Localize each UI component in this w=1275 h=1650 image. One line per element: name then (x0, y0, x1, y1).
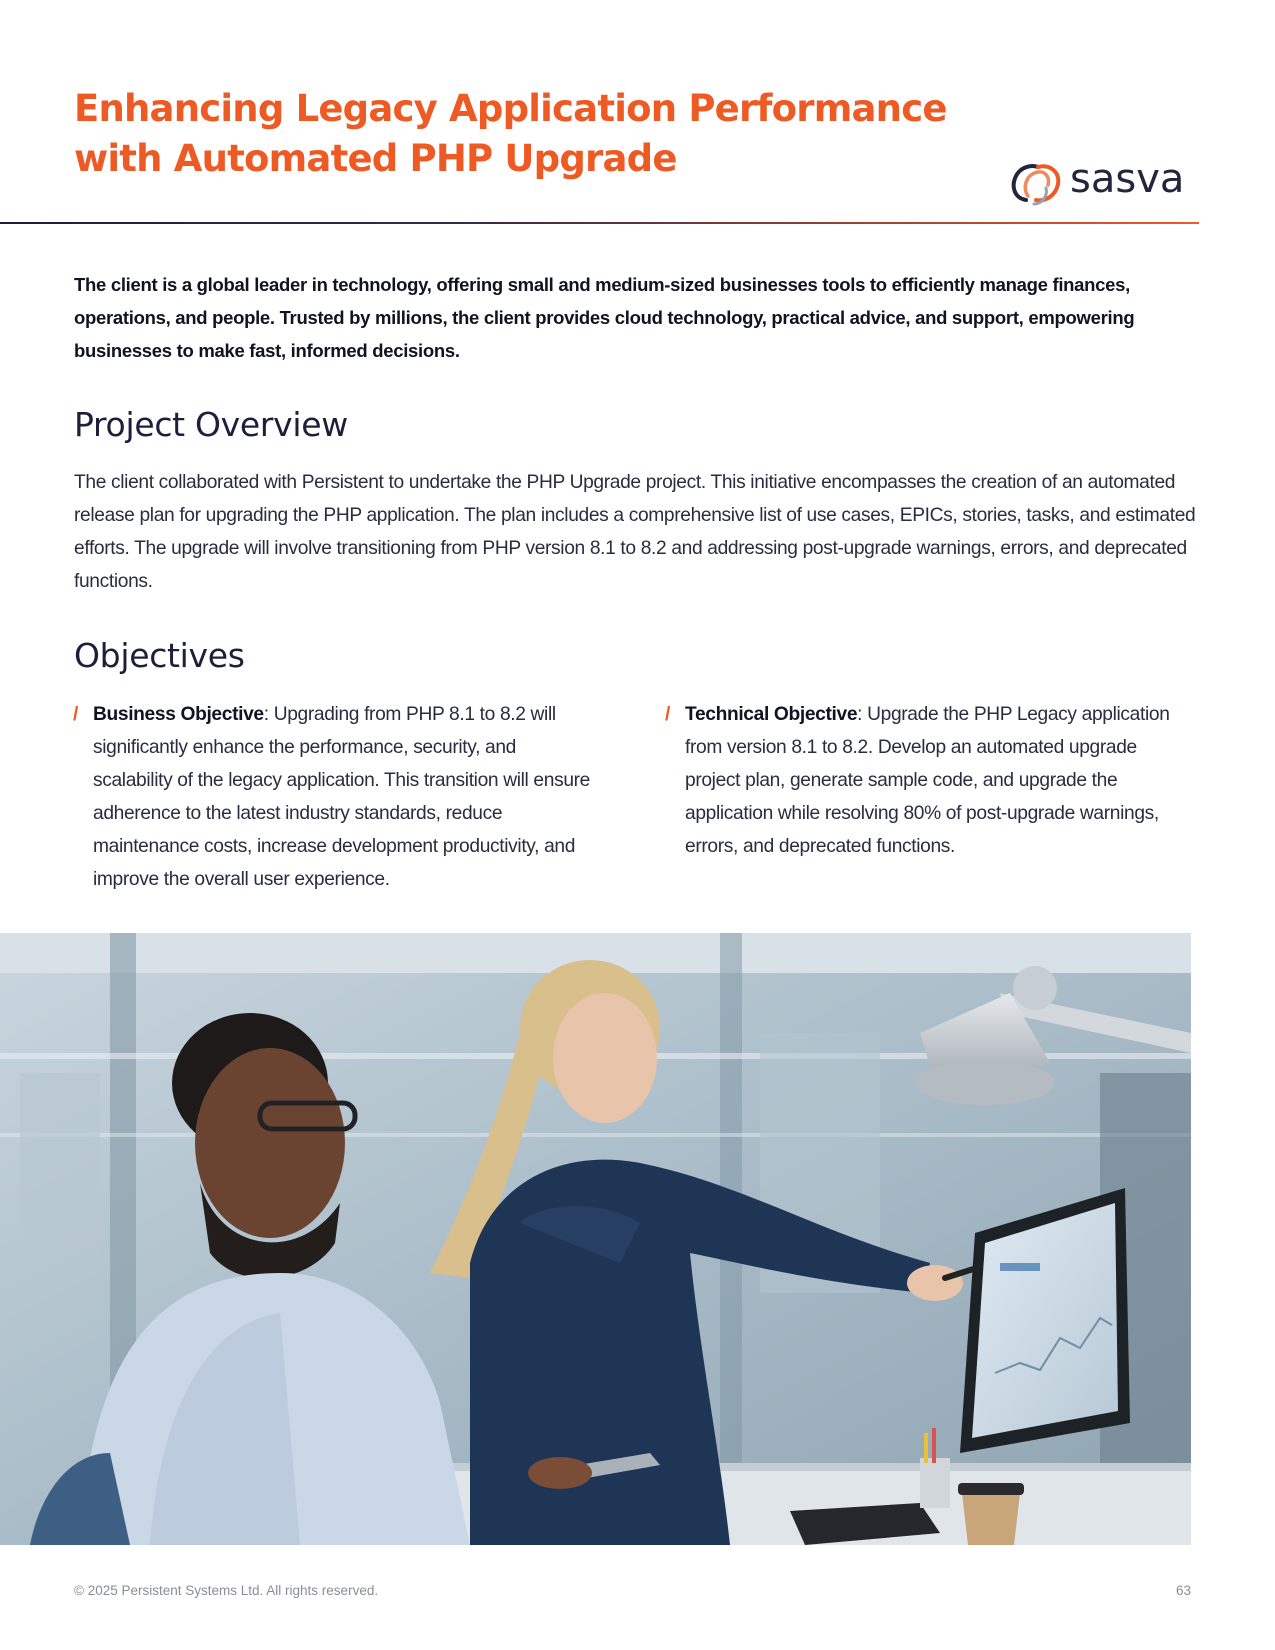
sasva-logo (1008, 158, 1200, 208)
business-objective-label: Business Objective (93, 704, 264, 725)
office-photo (0, 933, 1191, 1545)
bullet-slash-icon: / (73, 704, 78, 725)
office-photo-illustration (0, 933, 1191, 1545)
objectives-heading: Objectives (74, 636, 245, 675)
technical-objective (665, 698, 1195, 863)
bullet-slash-icon: / (665, 704, 670, 725)
sasva-logo-text: sasva (1070, 156, 1185, 202)
sasva-logo-icon (1008, 160, 1064, 206)
technical-objective-label: Technical Objective (685, 704, 858, 725)
technical-objective-text: : Upgrade the PHP Legacy application from version 8.1 to 8.2. Develop an automated upgrade project plan, generate sample code, and upgrade the application while resolving 80% of post-upgrade warnings, errors, and deprecated functions. (685, 704, 1170, 857)
page-number: 63 (1175, 1583, 1191, 1598)
business-objective (73, 698, 593, 896)
client-intro: The client is a global leader in technology, offering small and medium-sized businesses tools to efficiently manage finances, operations, and people. Trusted by millions, the client provides cloud technology, practical advice, and support, empowering businesses to make fast, informed decisions. (74, 274, 1135, 361)
page-title: Enhancing Legacy Application Performance with Automated PHP Upgrade (74, 87, 947, 180)
project-overview-heading: Project Overview (74, 405, 348, 444)
footer-copyright: © 2025 Persistent Systems Ltd. All rights reserved. (74, 1583, 379, 1598)
header-divider (0, 222, 1199, 224)
business-objective-text: : Upgrading from PHP 8.1 to 8.2 will significantly enhance the performance, security, and scalability of the legacy application. This transition will ensure adherence to the latest industry standards, reduce maintenance costs, increase development productivity, and improve the overall user experience. (93, 704, 591, 890)
project-overview-body: The client collaborated with Persistent to undertake the PHP Upgrade project. This initiative encompasses the creation of an automated release plan for upgrading the PHP application. The plan includes a comprehensive list of use cases, EPICs, stories, tasks, and estimated efforts. The upgrade will involve transitioning from PHP version 8.1 to 8.2 and addressing post-upgrade warnings, errors, and deprecated functions. (74, 472, 1196, 592)
